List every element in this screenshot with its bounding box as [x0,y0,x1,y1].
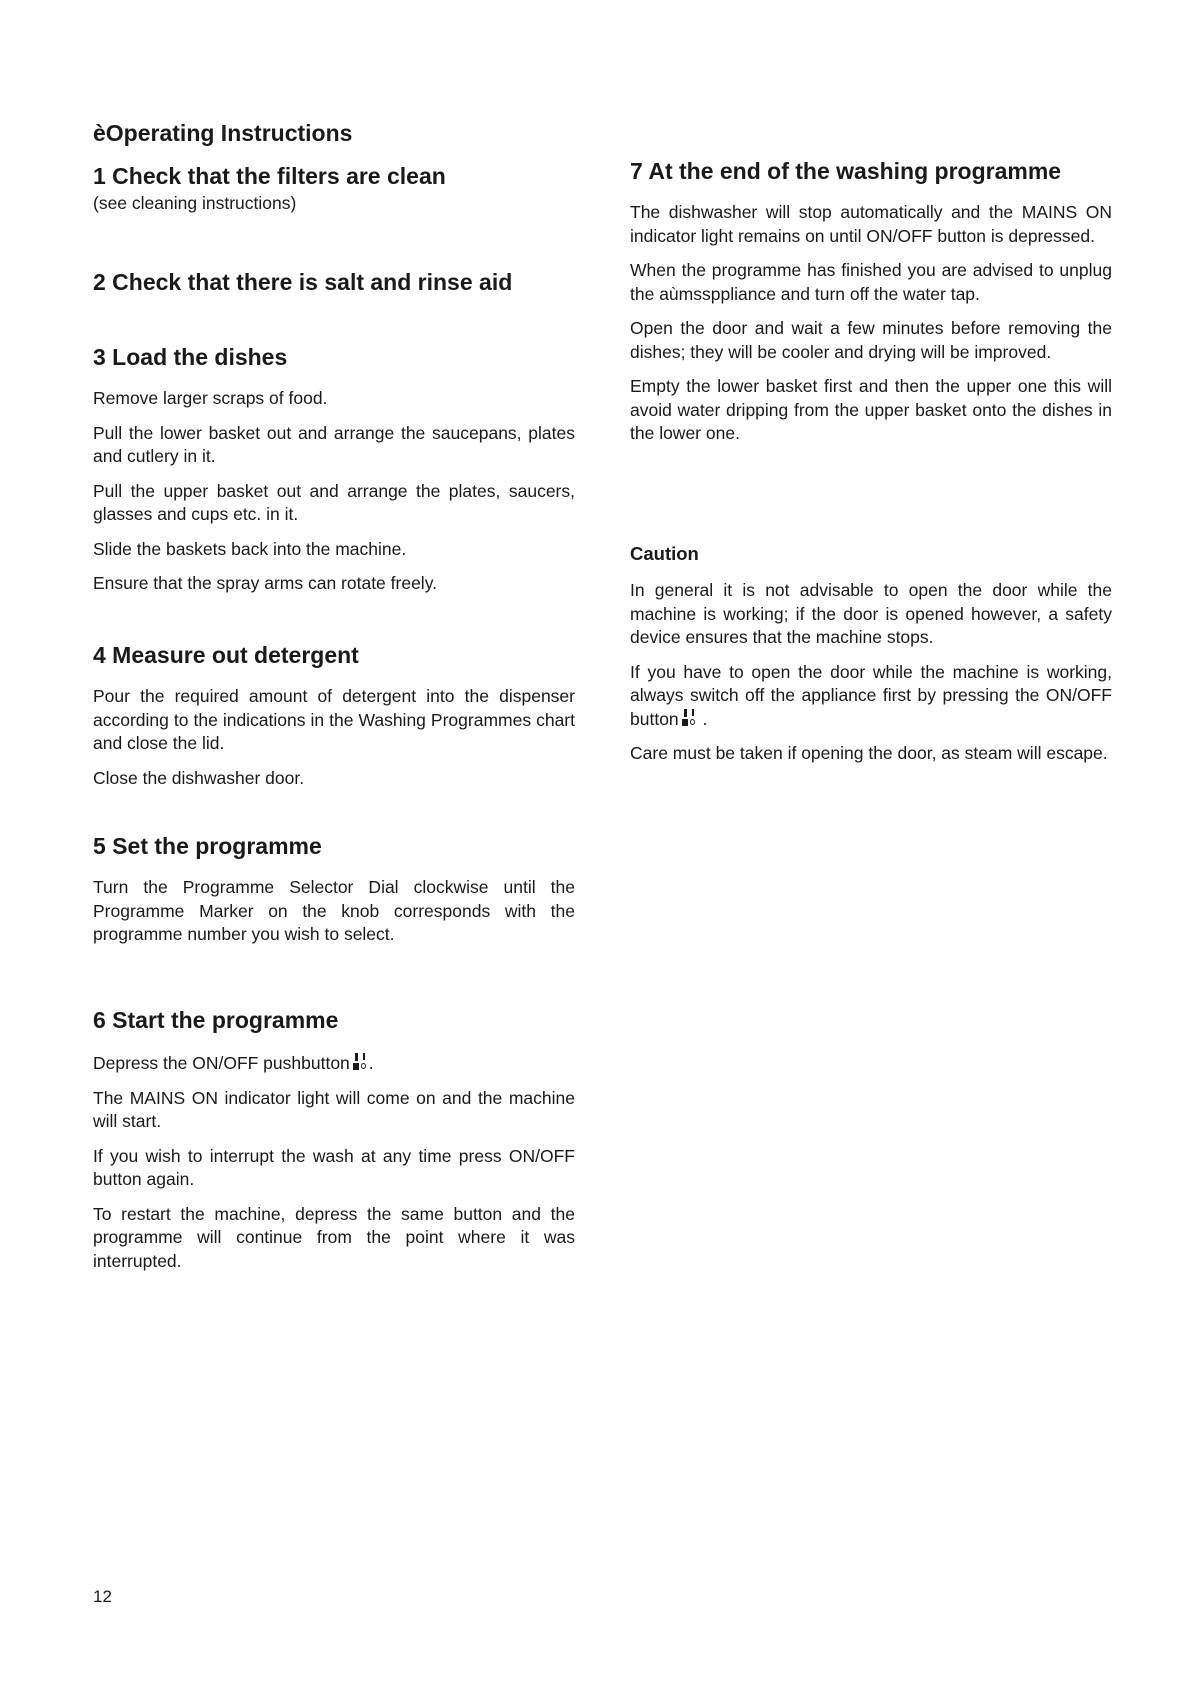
section-6-para-4: To restart the machine, depress the same button and the programme will continue from the point where it was interrupted. [93,1203,575,1271]
on-off-symbol-icon [682,708,698,728]
section-6-para-1 [93,1052,575,1076]
section-1-heading: 1 Check that the filters are clean [93,163,446,189]
section-7-heading: 7 At the end of the washing programme [630,158,1062,184]
section-3-para-1: Remove larger scraps of food. [93,388,328,408]
section-1-note: (see cleaning instructions) [93,193,297,213]
on-off-symbol-icon [353,1052,369,1072]
section-3-para-5: Ensure that the spray arms can rotate freely. [93,573,438,593]
section-5-para-1: Turn the Programme Selector Dial clockwise until the Programme Marker on the knob corresponds with the programme number you wish to select. [93,877,575,944]
section-7-para-2: When the programme has finished you are advised to unplug the aùmssppliance and turn off the water tap. [630,260,1112,304]
section-3-para-3: Pull the upper basket out and arrange the plates, saucers, glasses and cups etc. in it. [93,480,575,524]
section-4 [93,641,575,801]
caution-para-1: In general it is not advisable to open the door while the machine is working; if the door is opened however, a safety device ensures that the machine stops. [630,580,1112,647]
section-4-para-2: Close the dishwasher door. [93,767,305,788]
section-7-para-3: Open the door and wait a few minutes before removing the dishes; they will be cooler and drying will be improved. [630,318,1112,362]
section-6-para-1-text: Depress the ON/OFF pushbutton [93,1053,350,1073]
section-6-para-1-end: . [368,1053,374,1073]
section-6-para-3: If you wish to interrupt the wash at any time press ON/OFF button again. [93,1145,575,1189]
section-6-para-2: The MAINS ON indicator light will come on and the machine will start. [93,1087,575,1131]
caution-para-2 [630,661,1112,732]
section-5-heading: 5 Set the programme [93,833,322,859]
section-1 [93,162,575,216]
section-4-para-1: Pour the required amount of detergent into the dispenser according to the indications in the Washing Programmes chart and close the lid. [93,686,575,753]
caution-section [630,543,1112,777]
section-6-heading: 6 Start the programme [93,1007,339,1033]
section-7-para-4: Empty the lower basket first and then the upper one this will avoid water dripping from the upper basket onto the dishes in the lower one. [630,376,1112,443]
section-7 [630,157,1112,457]
caution-para-3: Care must be taken if opening the door, as steam will escape. [630,743,1108,763]
section-4-heading: 4 Measure out detergent [93,642,359,668]
section-2-heading: 2 Check that there is salt and rinse aid [93,269,513,295]
document-title-block [93,120,575,147]
section-2 [93,268,575,296]
section-5 [93,832,575,958]
caution-para-2-end: . [697,708,708,729]
caution-para-2-text: If you have to open the door while the machine is working, always switch off the appliance first by pressing the ON/OFF button [630,661,1112,729]
section-3-heading: 3 Load the dishes [93,344,288,370]
section-3 [93,343,575,607]
document-title: èOperating Instructions [93,120,353,146]
section-7-para-1: The dishwasher will stop automatically and the MAINS ON indicator light remains on until ON/OFF button is depressed. [630,202,1112,246]
section-3-para-2: Pull the lower basket out and arrange the saucepans, plates and cutlery in it. [93,422,575,466]
caution-heading: Caution [630,543,699,564]
section-6 [93,1006,575,1284]
section-3-para-4: Slide the baskets back into the machine. [93,538,407,559]
page-number: 12 [93,1587,112,1606]
